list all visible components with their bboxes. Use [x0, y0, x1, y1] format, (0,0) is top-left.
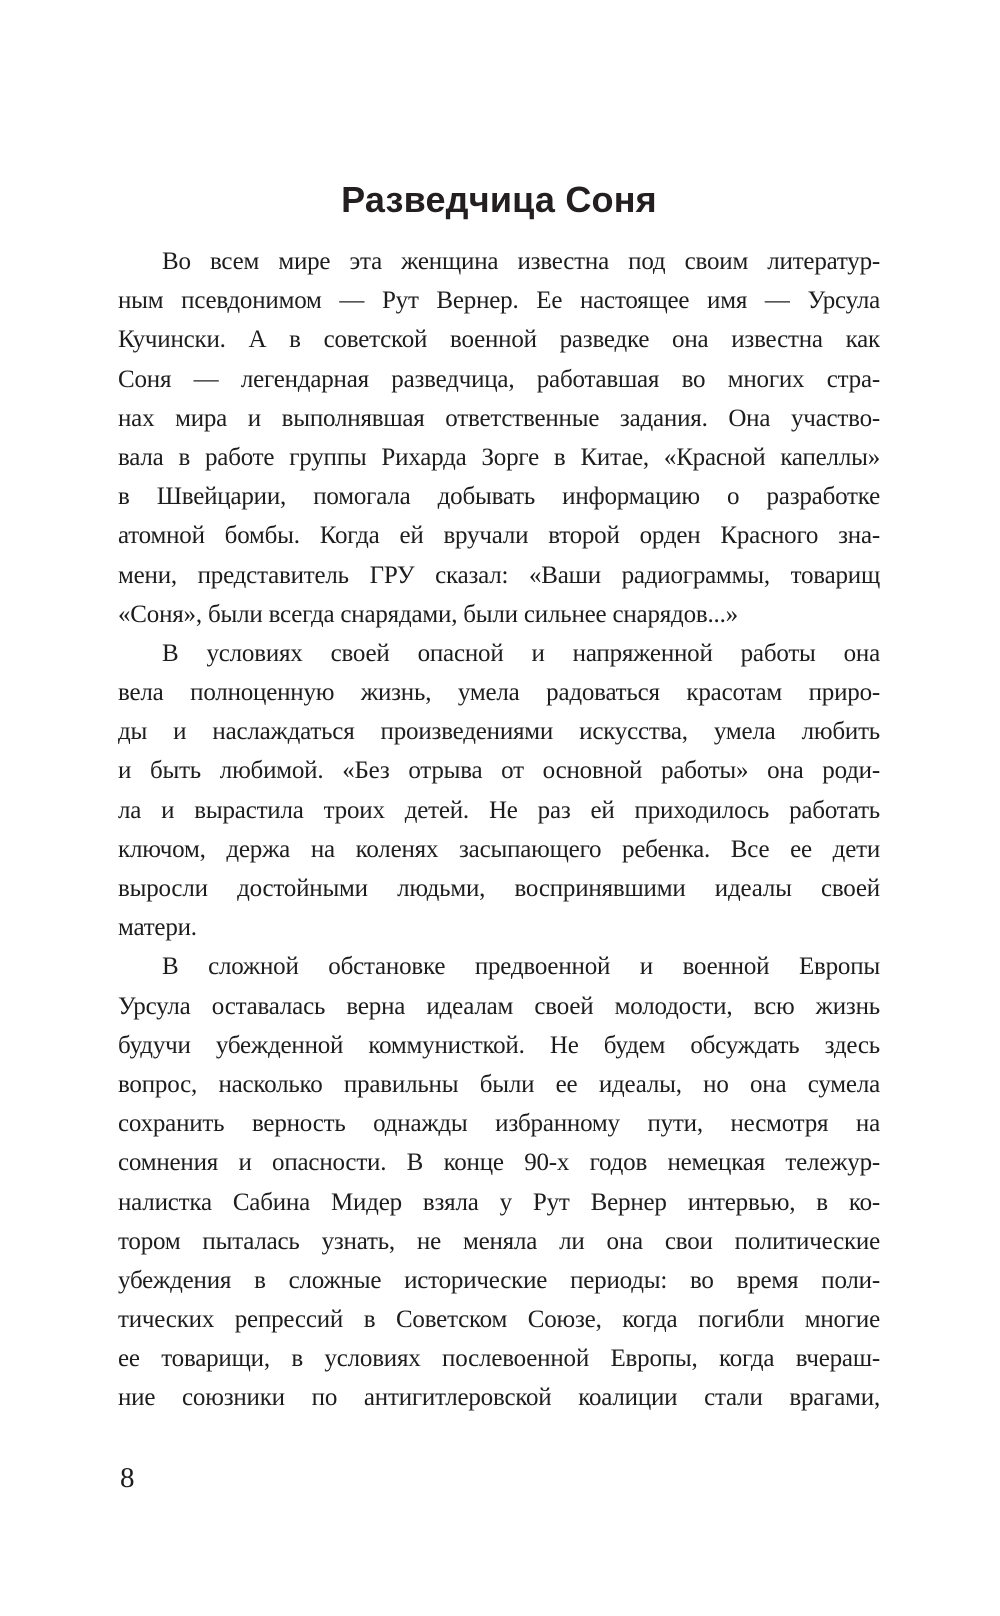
text-line: тических репрессий в Советском Союзе, когда погибли многие — [118, 1306, 880, 1334]
chapter-title: Разведчица Соня — [341, 179, 657, 220]
text-line: мени, представитель ГРУ сказал: «Ваши радиограммы, товарищ — [118, 561, 880, 589]
text-line: Во всем мире эта женщина известна под своим литератур- — [162, 248, 880, 275]
text-line: нах мира и выполнявшая ответственные задания. Она участво- — [118, 404, 880, 432]
text-line: Кучински. А в советской военной разведке она известна как — [118, 326, 880, 354]
text-line: ла и вырастила троих детей. Не раз ей приходилось работать — [118, 796, 880, 824]
text-line: сомнения и опасности. В конце 90-х годов немецкая тележур- — [118, 1149, 880, 1177]
text-line: атомной бомбы. Когда ей вручали второй орден Красного зна- — [118, 522, 880, 550]
text-line: в Швейцарии, помогала добывать информацию о разработке — [118, 483, 880, 511]
text-line: Соня — легендарная разведчица, работавшая во многих стра- — [118, 365, 880, 393]
text-line: Урсула оставалась верна идеалам своей молодости, всю жизнь — [118, 992, 880, 1020]
text-line: ние союзники по антигитлеровской коалиции стали врагами, — [118, 1384, 880, 1412]
text-line: выросли достойными людьми, воспринявшими идеалы своей — [118, 875, 880, 902]
text-line: В условиях своей опасной и напряженной работы она — [162, 639, 880, 667]
text-line: ключом, держа на коленях засыпающего ребенка. Все ее дети — [118, 835, 880, 863]
text-block — [118, 242, 880, 1418]
text-line: ды и наслаждаться произведениями искусства, умела любить — [118, 718, 880, 746]
text-line: вопрос, насколько правильны были ее идеалы, но она сумела — [118, 1070, 880, 1098]
page-number: 8 — [120, 1462, 135, 1494]
text-line: налистка Сабина Мидер взяла у Рут Вернер интервью, в ко- — [118, 1188, 880, 1216]
text-line: и быть любимой. «Без отрыва от основной работы» она роди- — [118, 757, 880, 785]
text-line: убеждения в сложные исторические периоды: во время поли- — [118, 1266, 880, 1294]
text-line: будучи убежденной коммунисткой. Не будем обсуждать здесь — [118, 1031, 880, 1059]
text-line: ным псевдонимом — Рут Вернер. Ее настоящее имя — Урсула — [118, 287, 880, 315]
text-line: вела полноценную жизнь, умела радоваться красотам приро- — [118, 679, 880, 707]
text-line: В сложной обстановке предвоенной и военной Европы — [162, 953, 880, 981]
text-line: тором пыталась узнать, не меняла ли она свои политические — [118, 1227, 880, 1255]
text-line: вала в работе группы Рихарда Зорге в Китае, «Красной капеллы» — [118, 443, 880, 471]
text-line: «Соня», были всегда снарядами, были сильнее снарядов...» — [118, 600, 738, 628]
text-line: ее товарищи, в условиях послевоенной Европы, когда вчераш- — [118, 1345, 880, 1373]
text-line: сохранить верность однажды избранному пути, несмотря на — [118, 1110, 880, 1138]
text-line: матери. — [118, 914, 197, 942]
